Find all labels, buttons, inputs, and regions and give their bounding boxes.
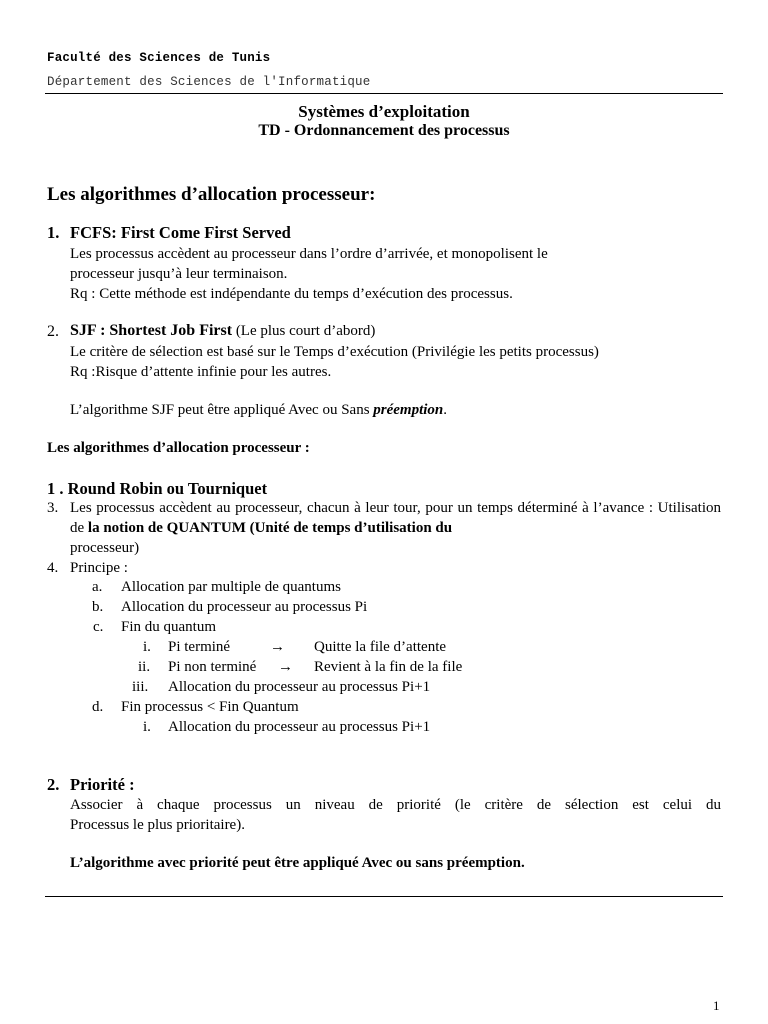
header-divider (45, 93, 723, 94)
remark-text: Risque d’attente infinie pour les autres. (95, 364, 332, 380)
faculty-name: Faculté des Sciences de Tunis (47, 51, 271, 65)
item-number: 1. (47, 223, 60, 242)
remark-text: Cette méthode est indépendante du temps d’exécution des processus. (99, 286, 513, 302)
list-item: Allocation par multiple de quantums (121, 579, 341, 595)
list-label: i. (143, 639, 151, 655)
paragraph-line: processeur jusqu’à leur terminaison. (70, 266, 288, 282)
list-label: ii. (138, 659, 151, 675)
list-label: b. (92, 599, 104, 615)
note-text: L’algorithme SJF peut être appliqué Avec ou Sans (70, 402, 374, 418)
list-label: a. (92, 579, 103, 595)
item-title: FCFS: First Come First Served (70, 223, 291, 242)
remark-label: Rq : (70, 286, 100, 302)
list-label: c. (93, 619, 104, 635)
list-item: Allocation du processeur au processus Pi+1 (168, 719, 431, 735)
list-item: Pi terminé (168, 639, 231, 655)
note-end: . (443, 402, 448, 418)
list-item: Principe : (70, 560, 128, 576)
quantum-definition: la notion de QUANTUM (Unité de temps d’utilisation du (87, 520, 453, 536)
item-number: 2. (47, 323, 59, 340)
section-heading: Les algorithmes d’allocation processeur : (47, 440, 310, 456)
item-number: 2. (47, 775, 60, 794)
remark-label: Rq : (70, 364, 96, 380)
remark-line (70, 362, 331, 382)
paragraph-line: Processus le plus prioritaire). (70, 817, 245, 833)
item-title: 1 . Round Robin ou Tourniquet (47, 479, 268, 498)
arrow-icon: → (278, 659, 293, 675)
list-label: iii. (132, 679, 149, 695)
item-title-line (70, 321, 375, 341)
list-item: Allocation du processeur au processus Pi (121, 599, 368, 615)
list-label: i. (143, 719, 151, 735)
paragraph-line: Les processus accèdent au processeur dans l’ordre d’arrivée, et monopolisent le (70, 246, 548, 262)
item-number: 3. (47, 500, 59, 516)
item-title-suffix: (Le plus court d’abord) (232, 323, 376, 339)
page-number: 1 (713, 998, 720, 1013)
item-title: Priorité : (70, 775, 135, 794)
item-number: 4. (47, 560, 59, 576)
paragraph-line: processeur) (70, 540, 140, 556)
arrow-icon: → (270, 639, 285, 655)
description-text: Les processus accèdent au processeur, chacun à leur tour, pour un temps déterminé à l’avance : Utilisation de (70, 500, 721, 536)
footer-divider (45, 896, 723, 897)
department-name: Département des Sciences de l'Informatique (47, 75, 371, 89)
list-item: Fin processus < Fin Quantum (121, 699, 299, 715)
list-result: Revient à la fin de la file (314, 659, 463, 675)
list-label: d. (92, 699, 104, 715)
section-heading: Les algorithmes d’allocation processeur: (47, 184, 376, 205)
list-item: Pi non terminé (168, 659, 257, 675)
list-item: Fin du quantum (121, 619, 217, 635)
round-robin-description (70, 498, 721, 538)
td-subject: TD - Ordonnancement des processus (258, 122, 510, 139)
remark-line (70, 284, 513, 304)
note-line: L’algorithme avec priorité peut être appliqué Avec ou sans préemption. (70, 855, 525, 871)
note-emphasis: préemption (373, 402, 444, 418)
paragraph-line: Associer à chaque processus un niveau de priorité (le critère de sélection est celui du (70, 797, 721, 813)
paragraph-line: Le critère de sélection est basé sur le Temps d’exécution (Privilégie les petits processus) (70, 344, 599, 360)
list-item: Allocation du processeur au processus Pi+1 (168, 679, 431, 695)
note-line (70, 400, 447, 420)
item-title: SJF : Shortest Job First (70, 322, 233, 339)
list-result: Quitte la file d’attente (314, 639, 447, 655)
course-title: Systèmes d’exploitation (298, 102, 470, 121)
